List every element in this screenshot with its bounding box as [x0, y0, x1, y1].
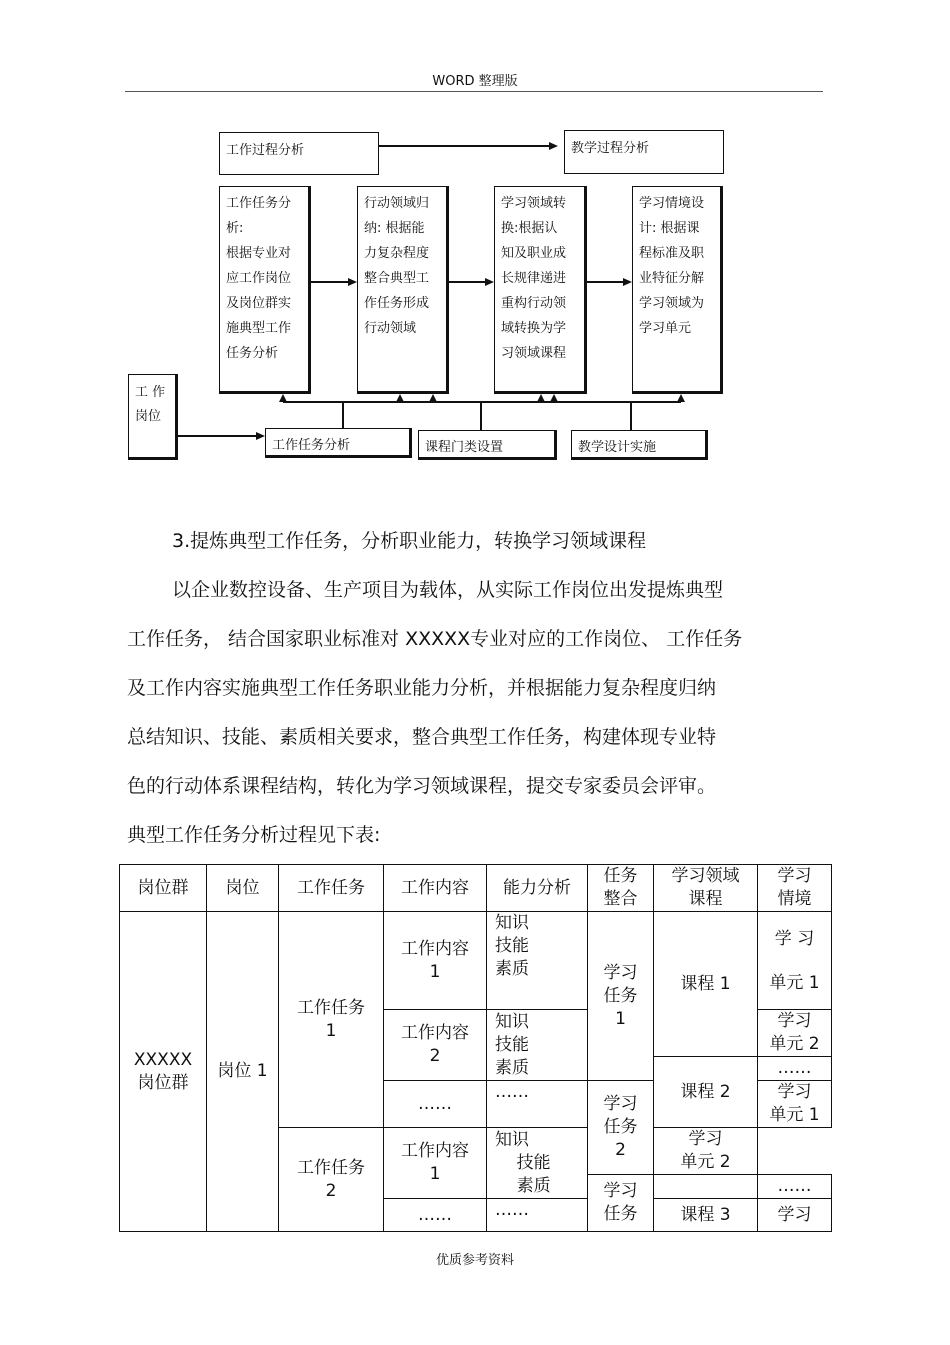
bottom-task-box [265, 428, 412, 458]
task-analysis-table [119, 864, 832, 1232]
arrow-head-3 [623, 278, 632, 286]
arrow-line-3 [587, 281, 623, 283]
work-process-label: 工作过程分析 [226, 143, 305, 158]
arrow-line-2 [449, 281, 485, 283]
paragraph-line: 以企业数控设备、生产项目为载体，从实际工作岗位出发提炼典型 [172, 579, 724, 601]
post-cell: 岗位 1 [207, 912, 279, 1232]
content-cell: 工作内容 1 [384, 912, 487, 1010]
up-arrow-6 [677, 394, 685, 402]
arrow-line-top [379, 145, 549, 147]
teaching-process-box [564, 130, 724, 174]
unit-cell: 学习 [758, 1199, 832, 1232]
learning-field-box [494, 186, 587, 394]
ability-cell: 知识 技能 素质 [487, 912, 588, 1010]
ability-cell: 知识 技能 素质 [487, 1128, 588, 1199]
stem-3 [630, 401, 632, 430]
header-cell: 岗位群 [120, 865, 207, 912]
paragraph-line: 及工作内容实施典型工作任务职业能力分析，并根据能力复杂程度归纳 [127, 677, 717, 699]
arrow-head-1 [348, 278, 357, 286]
learning-field-text: 学习领域转 换:根据认 知及职业成 长规律递进 重构行动领 域转换为学 习领域课程 [501, 196, 567, 361]
stem-2 [480, 401, 482, 430]
content-cell: …… [384, 1199, 487, 1232]
up-arrow-4 [537, 394, 545, 402]
bottom-teaching-label: 教学设计实施 [578, 440, 657, 455]
content-cell: …… [384, 1081, 487, 1128]
post-arrow-head [256, 432, 265, 440]
content-cell: 工作内容 1 [384, 1128, 487, 1199]
table-header-row [120, 865, 832, 912]
task-cell: 工作任务 1 [279, 912, 384, 1128]
paragraph-line: 典型工作任务分析过程见下表: [127, 824, 381, 846]
section-heading: 3.提炼典型工作任务，分析职业能力，转换学习领域课程 [172, 530, 647, 552]
up-arrow-2 [396, 394, 404, 402]
header-rule [125, 91, 823, 92]
post-arrow-line [178, 435, 256, 437]
integration-cell: 学习 任务 [588, 1175, 654, 1232]
bottom-task-label: 工作任务分析 [272, 438, 351, 453]
table-row [120, 912, 832, 962]
integration-cell: 学习 任务 2 [588, 1081, 654, 1175]
learning-situation-text: 学习情境设 计: 根据课 程标准及职 业特征分解 学习领域为 学习单元 [639, 196, 705, 336]
learning-situation-box [632, 186, 723, 394]
header-cell: 工作任务 [279, 865, 384, 912]
unit-cell: 学习 单元 2 [758, 1010, 832, 1057]
header-cell: 能力分析 [487, 865, 588, 912]
course-cell [654, 1175, 758, 1199]
arrow-head-2 [485, 278, 494, 286]
stem-1 [342, 401, 344, 430]
task-analysis-text: 工作任务分 析: 根据专业对 应工作岗位 及岗位群实 施典型工作 任务分析 [226, 196, 292, 361]
course-cell: 课程 3 [654, 1199, 758, 1232]
header-cell: 工作内容 [384, 865, 487, 912]
arrow-head-top [549, 142, 558, 150]
work-post-text: 工 作 岗位 [135, 385, 166, 424]
header-cell: 学习 情境 [758, 865, 832, 912]
course-cell: 课程 1 [654, 912, 758, 1057]
integration-cell: 学习 任务 1 [588, 912, 654, 1081]
group-cell: XXXXX 岗位群 [120, 912, 207, 1232]
work-process-box [219, 132, 379, 175]
action-field-text: 行动领域归 纳: 根据能 力复杂程度 整合典型工 作任务形成 行动领域 [364, 196, 430, 336]
up-arrow-5 [550, 394, 558, 402]
header-cell: 任务 整合 [588, 865, 654, 912]
header-cell: 岗位 [207, 865, 279, 912]
paragraph-line: 工作任务， 结合国家职业标准对 XXXXX专业对应的工作岗位、 工作任务 [127, 628, 743, 650]
content-cell: 工作内容 2 [384, 1010, 487, 1081]
ability-cell: …… [487, 1081, 588, 1128]
page-footer: 优质参考资料 [435, 1253, 514, 1268]
unit-cell: 学习 单元 1 [758, 1081, 832, 1128]
unit-cell: …… [758, 1057, 832, 1081]
teaching-process-label: 教学过程分析 [571, 141, 650, 156]
course-cell: 课程 2 [654, 1057, 758, 1128]
unit-cell: …… [758, 1175, 832, 1199]
up-arrow-1 [279, 394, 287, 402]
body-paragraph [127, 566, 827, 860]
bottom-course-label: 课程门类设置 [425, 440, 504, 455]
action-field-box [357, 186, 449, 394]
arrow-line-1 [311, 281, 348, 283]
unit-cell: 学 习 单元 1 [758, 912, 832, 1010]
task-analysis-box [219, 186, 311, 394]
up-arrow-3 [429, 394, 437, 402]
paragraph-line: 色的行动体系课程结构，转化为学习领域课程，提交专家委员会评审。 [127, 775, 717, 797]
header-cell: 学习领域 课程 [654, 865, 758, 912]
task-cell: 工作任务 2 [279, 1128, 384, 1232]
work-post-box [128, 374, 178, 460]
ability-cell: …… [487, 1199, 588, 1232]
paragraph-line: 总结知识、技能、素质相关要求，整合典型工作任务，构建体现专业特 [127, 726, 717, 748]
bottom-course-box [418, 430, 557, 460]
page-header: WORD 整理版 [432, 74, 518, 89]
bottom-teaching-box [571, 430, 708, 460]
unit-cell: 学习 单元 2 [654, 1128, 758, 1175]
ability-cell: 知识 技能 素质 [487, 1010, 588, 1081]
